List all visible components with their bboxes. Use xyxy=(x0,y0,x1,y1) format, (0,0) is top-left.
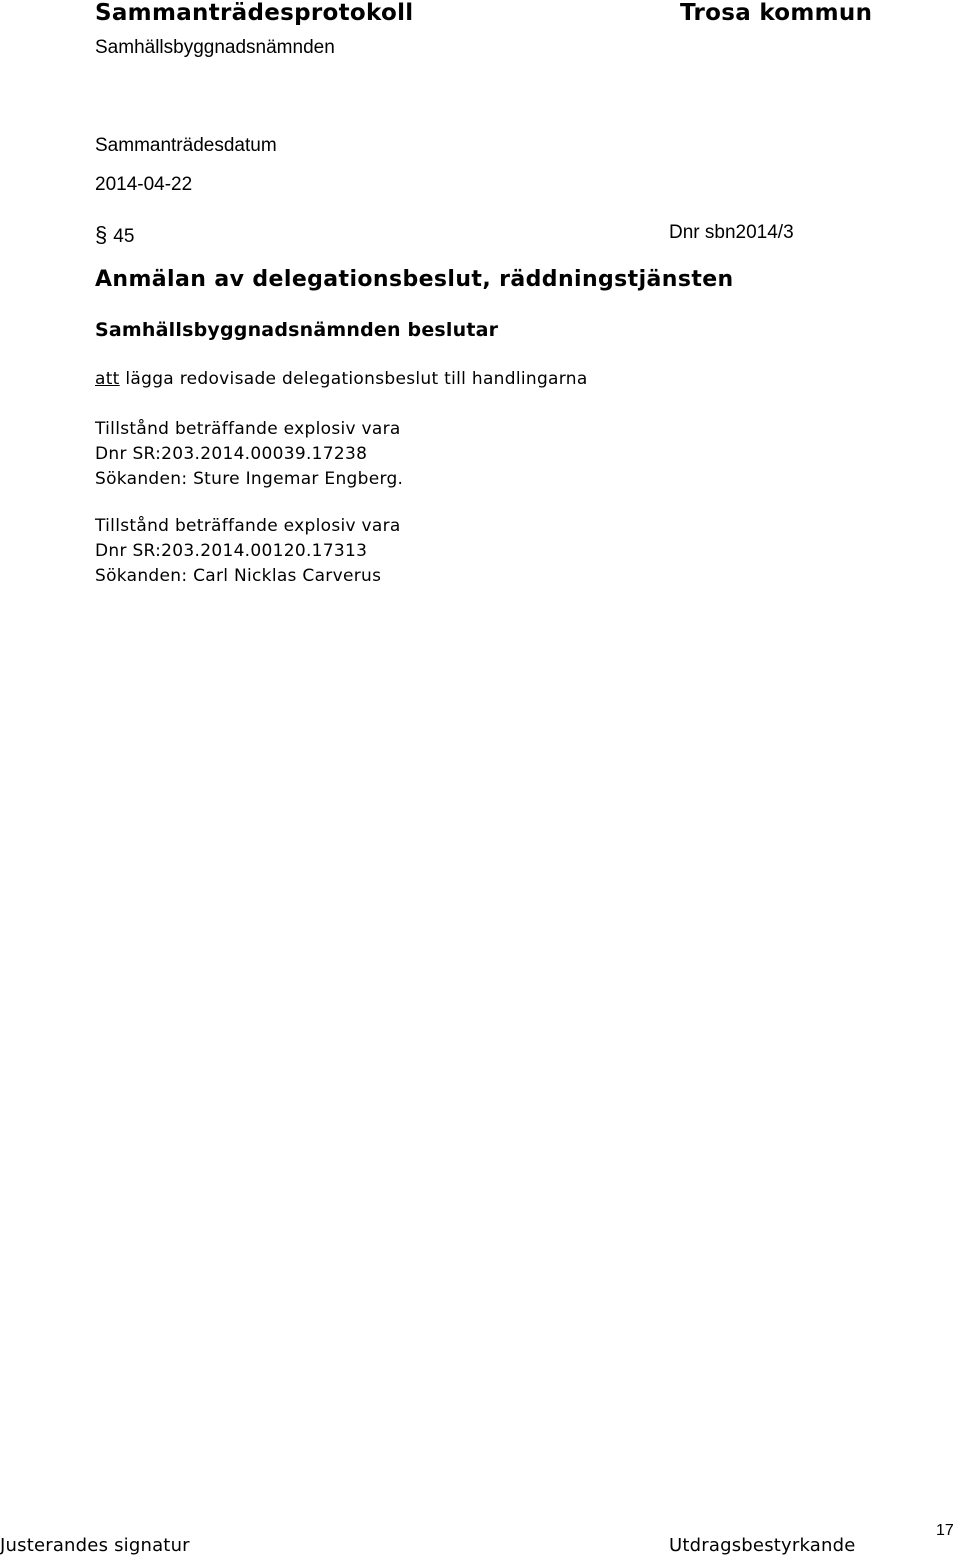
paragraph-number: 45 xyxy=(113,226,135,247)
permit-applicant: Sökanden: Sture Ingemar Engberg. xyxy=(95,469,404,489)
decision-text xyxy=(95,369,588,389)
permit-title: Tillstånd beträffande explosiv vara xyxy=(95,516,401,536)
signature-label: Justerandes signatur xyxy=(0,1535,190,1556)
decides-label: Samhällsbyggnadsnämnden beslutar xyxy=(95,319,499,341)
paragraph-sign: § xyxy=(95,222,108,247)
permit-title: Tillstånd beträffande explosiv vara xyxy=(95,419,401,439)
decision-att: att xyxy=(95,369,120,389)
organization-name: Trosa kommun xyxy=(680,0,873,26)
permit-block xyxy=(95,514,401,589)
paragraph-number-row xyxy=(95,222,134,248)
document-title: Sammanträdesprotokoll xyxy=(95,0,414,26)
committee-name: Samhällsbyggnadsnämnden xyxy=(95,37,335,58)
page-number: 17 xyxy=(936,1522,954,1539)
permit-block xyxy=(95,417,403,492)
permit-dnr: Dnr SR:203.2014.00120.17313 xyxy=(95,541,368,561)
decision-body: lägga redovisade delegationsbeslut till handlingarna xyxy=(125,369,588,389)
meeting-date-value: 2014-04-22 xyxy=(95,174,193,195)
case-number: Dnr sbn2014/3 xyxy=(669,222,794,243)
meeting-date-label: Sammanträdesdatum xyxy=(95,135,277,156)
item-heading: Anmälan av delegationsbeslut, räddningstjänsten xyxy=(95,267,734,292)
certification-label: Utdragsbestyrkande xyxy=(669,1535,856,1556)
permit-dnr: Dnr SR:203.2014.00039.17238 xyxy=(95,444,368,464)
permit-applicant: Sökanden: Carl Nicklas Carverus xyxy=(95,566,382,586)
